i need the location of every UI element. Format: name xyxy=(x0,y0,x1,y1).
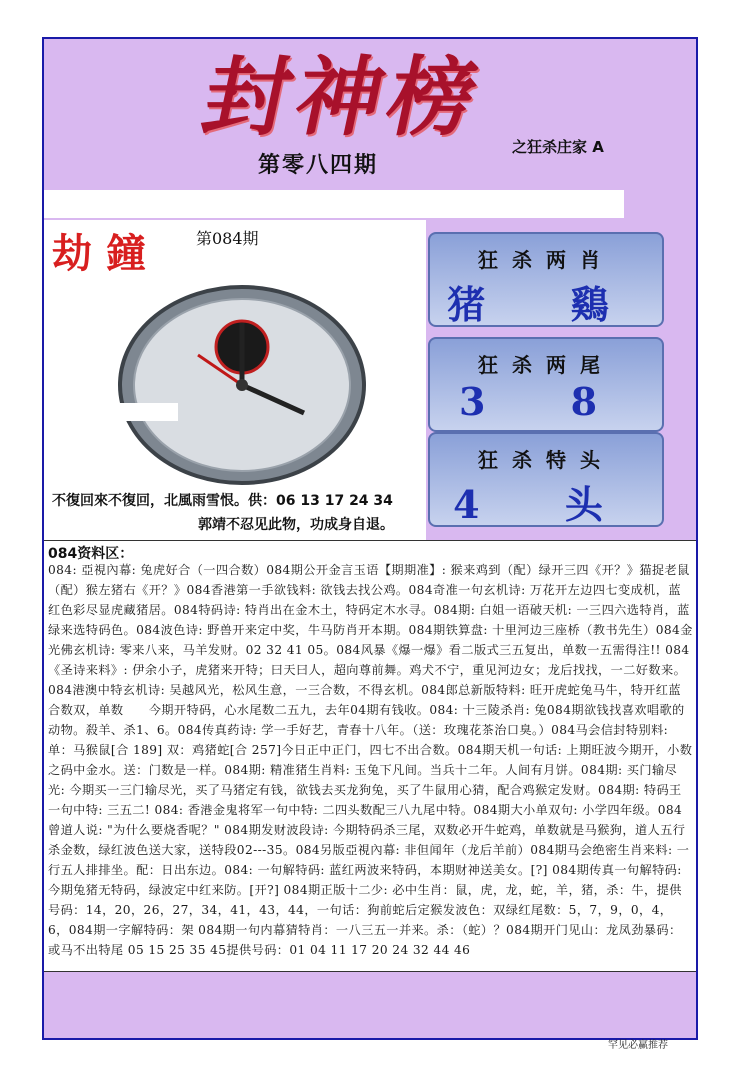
kill-head-box xyxy=(428,432,664,527)
info-section-text: 084: 亞視內幕: 兔虎好合（一四合数）084期公开金言玉语【期期准】: 猴来鸡到（配）绿开三四《开？》猫捉老鼠（配）猴左猪右《开？》084香港第一手欲钱料: 欲钱去找公鸡。084奇准一句玄机诗: 万花开左边四七变成机，蓝红色彩尽显虎藏猪居。084特码诗: 特肖出在金木土，特码定木水寻。084期: 白姐一语破天机: 一三四六选特肖，蓝绿来选特码色。084波色诗: 野兽开来定中奖，牛马防肖开本期。084期铁算盘: 十里河边三座桥（教书先生）084金光佛玄机诗: 零来八来，马羊发财。02 32 41 05。084风暴《爆一爆》看二版式三五复出，单数一五需得注!! 084《圣诗来料》: 伊余小子，虎猪来开特；曰天曰人，超向尊前舞。鸡犬不宁，重见河边女；龙后找找，一二好数来。084港澳中特玄机诗: 吴越风光，松风生意，一三合数，不得玄机。084郎总新版特料: 旺开虎蛇兔马牛，特开红蓝合数双，单数 今期开特码，心水尾数二五九，去年04期有钱收。084: 十三陵杀肖: 兔084期欲钱找喜欢唱歌的动物。殺羊、杀1、6。084传真药诗: 学一手好艺，青春十八年。（送：玫瑰花茶治口臭。）084马会信封特别料: 单：马猴鼠[合 189] 双：鸡猪蛇[合 257]今日正中正门，四七不出合数。084期天机一句话: 上期旺波今期开，小数之码中金水。送：门数是一样。084期: 精准猪生肖料: 玉兔下凡间。当兵十二年。人间有月饼。084期: 买门输尽光: 今期买一三门输尽光，买了马猪定有钱，欲钱去买龙狗兔，买了牛鼠用心猜，配合鸡猴定发财。084期: 特码王一句中特: 三五二! 084: 香港金鬼将军一句中特: 二四头数配三八九尾中特。084期大小单双句: 小学四年级。084曾道人说: "为什么要烧香呢？" 084期发财波段诗: 今期特码杀三尾，双数必开牛蛇鸡，单数就是马猴狗，道人五行杀金数，绿红波色送大家，送特段02---35。084另版亞視內幕: 非但闻年（龙后羊前）084期马会绝密生肖来料: 一行五人排排坐。配：日出东边。084: 一句解特码: 蓝红两波来特码，本期财神送美女。[?] 084期传真一句解特码: 今期兔猪无特码，绿波定中红来防。[开?] 084期正版十二少: 必中生肖：鼠，虎，龙，蛇，羊，猪，杀：牛，提供号码：14，20，26，27，34，41，43，44，一句话：狗前蛇后定猴发波色：双绿红尾数：5，7，9，0，4，6，084期一字解特码：架 084期一句内幕猜特肖：一八三五一并来。杀：（蛇）？084期开门见山：龙凤劲暴码：或马不出特尾 05 15 25 35 45提供号码：01 04 11 17 20 24 32 44 46 xyxy=(48,563,693,957)
page-title: 封神榜 xyxy=(194,47,492,148)
kill-two-tail-label: 狂杀两尾 xyxy=(478,353,614,377)
kill-two-tail-box xyxy=(428,337,664,432)
zodiac-clock-image xyxy=(118,285,366,485)
kill-two-zodiac-box xyxy=(428,232,664,327)
kill-two-zodiac-label: 狂杀两肖 xyxy=(478,248,614,272)
info-section xyxy=(44,540,696,972)
clock-panel-name: 劫鐘 xyxy=(52,230,160,277)
issue-number: 第零八四期 xyxy=(258,153,379,178)
kill-two-tail-value: 3 8 xyxy=(458,379,634,424)
kill-head-value: 4 头 xyxy=(453,482,639,527)
banner-strip xyxy=(44,190,624,218)
kill-head-label: 狂杀特头 xyxy=(478,448,614,472)
page-subtitle: 之狂杀庄家 A xyxy=(512,138,604,156)
clock-poem-line-2: 郭靖不忍见此物，功成身自退。 xyxy=(198,517,394,533)
footer-note: 罕见必赢推荐 xyxy=(608,1040,668,1051)
clock-panel-period: 第084期 xyxy=(196,229,259,248)
clock-poem-line-1: 不復回來不復回，北風雨雪恨。供：06 13 17 24 34 xyxy=(52,493,393,509)
kill-two-zodiac-value: 猪 鷄 xyxy=(447,282,645,327)
info-section-heading: 084资料区： xyxy=(48,546,134,562)
